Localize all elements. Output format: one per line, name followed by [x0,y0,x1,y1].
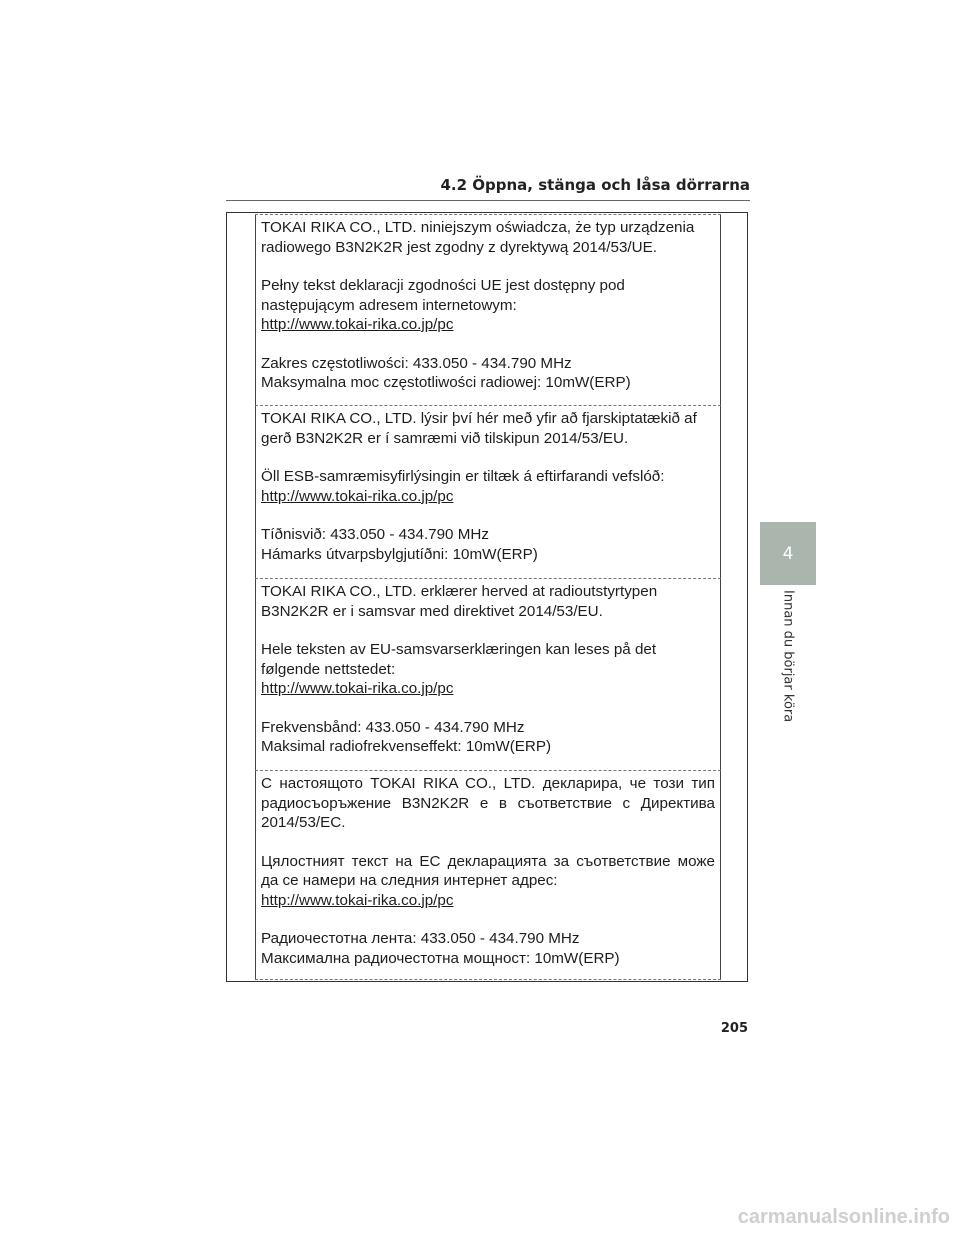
frequency-band: Радиочестотна лента: 433.050 - 434.790 MHz [261,930,580,947]
chapter-tab [760,522,816,585]
frequency-band: Frekvensbånd: 433.050 - 434.790 MHz [261,718,525,736]
chapter-title: Innan du börjar köra [780,590,796,723]
full-text-note: Hele teksten av EU-samsvarserklæringen kan leses på det følgende nettstedet: [261,641,657,678]
declaration-text: TOKAI RIKA CO., LTD. erklærer herved at radioutstyrtypen B3N2K2R er i samsvar med direktivet 2014/53/EU. [261,583,658,620]
declaration-block-pl [255,214,721,393]
frequency-band: Zakres częstotliwości: 433.050 - 434.790 MHz [261,354,572,372]
max-power: Maksimal radiofrekvenseffekt: 10mW(ERP) [261,738,552,755]
frequency-band: Tíðnisvið: 433.050 - 434.790 MHz [261,526,489,543]
max-power: Максимална радиочестотна мощност: 10mW(ERP) [261,949,620,967]
declaration-link[interactable]: http://www.tokai-rika.co.jp/pc [261,680,454,697]
max-power: Maksymalna moc częstotliwości radiowej: 10mW(ERP) [261,374,631,391]
max-power: Hámarks útvarpsbylgjutíðni: 10mW(ERP) [261,545,538,563]
page-number: 205 [720,1021,748,1036]
declaration-text: С настоящото TOKAI RIKA CO., LTD. декларира, че този тип радиосъоръжение B3N2K2R е в съответствие с Директива 2014/53/ЕС. [261,775,715,831]
declaration-link[interactable]: http://www.tokai-rika.co.jp/pc [261,316,454,333]
declaration-block-is [255,405,721,564]
chapter-number: 4 [782,543,794,564]
full-text-note: Pełny tekst deklaracji zgodności UE jest dostępny pod następującym adresem internetowym: [261,277,625,314]
declaration-link[interactable]: http://www.tokai-rika.co.jp/pc [261,487,454,505]
bottom-rule [255,979,721,980]
declaration-block-no [255,578,721,757]
declaration-block-bg [255,770,721,968]
section-header: 4.2 Öppna, stänga och låsa dörrarna [226,176,750,201]
watermark: carmanualsonline.info [737,1206,950,1228]
full-text-note: Цялостният текст на ЕС декларацията за съответствие може да се намери на следния интернет адрес: [261,852,715,889]
declaration-text: TOKAI RIKA CO., LTD. lýsir því hér með yfir að fjarskiptatækið af gerð B3N2K2R er í samræmi við tilskipun 2014/53/EU. [261,410,697,447]
declaration-link[interactable]: http://www.tokai-rika.co.jp/pc [261,891,454,909]
full-text-note: Öll ESB-samræmisyfirlýsingin er tiltæk á eftirfarandi vefslóð: [261,468,665,485]
chapter-label [760,590,816,750]
declaration-text: TOKAI RIKA CO., LTD. niniejszym oświadcza, że typ urządzenia radiowego B3N2K2R jest zgodny z dyrektywą 2014/53/UE. [261,219,695,256]
